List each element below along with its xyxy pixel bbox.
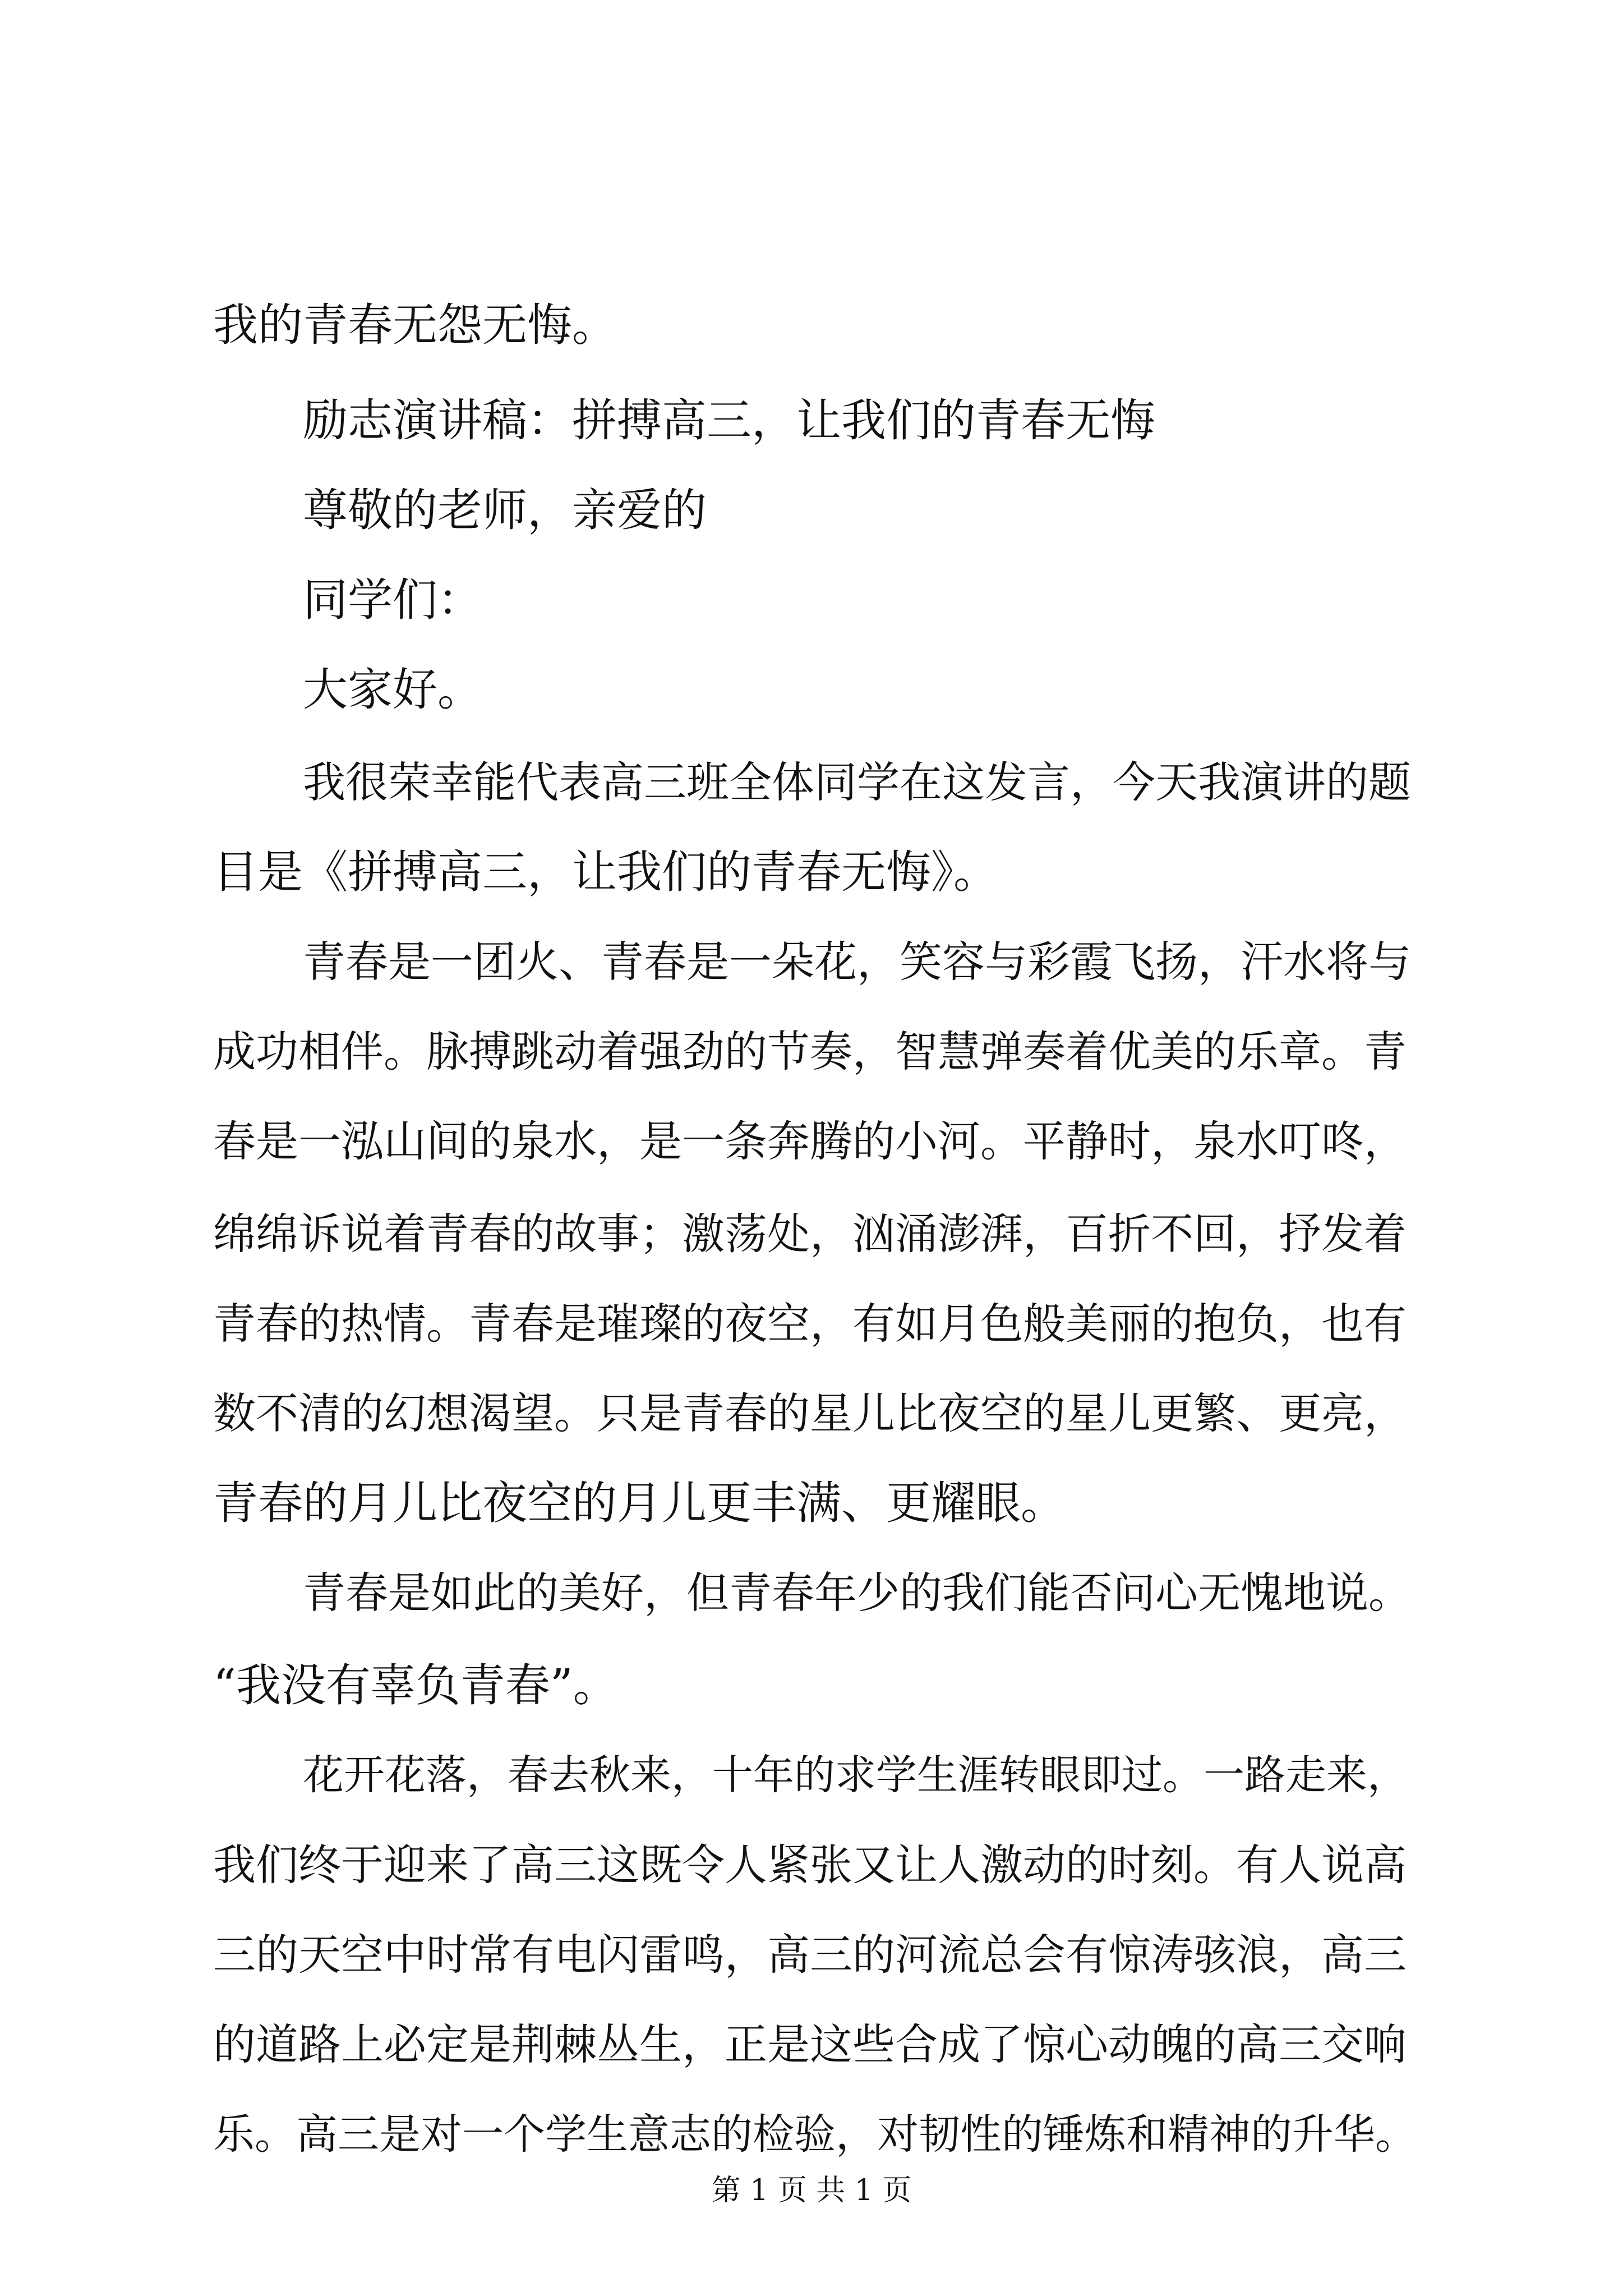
text-line: 青春是如此的美好，但青春年少的我们能否问心无愧地说。 — [303, 1568, 1411, 1618]
text-line: 我很荣幸能代表高三班全体同学在这发言，今天我演讲的题 — [303, 757, 1411, 807]
text-line: 花开花落，春去秋来，十年的求学生涯转眼即过。一路走来， — [303, 1751, 1408, 1799]
text-line: 三的天空中时常有电闪雷鸣，高三的河流总会有惊涛骇浪，高三 — [213, 1930, 1407, 1980]
text-line: “我没有辜负青春”。 — [213, 1659, 618, 1711]
text-line: 目是《拼搏高三，让我们的青春无悔》。 — [213, 846, 998, 898]
text-line: 大家好。 — [303, 664, 482, 716]
text-line: 乐。高三是对一个学生意志的检验，对韧性的锤炼和精神的升华。 — [213, 2110, 1417, 2159]
text-line: 我们终于迎来了高三这既令人紧张又让人激动的时刻。有人说高 — [213, 1840, 1407, 1890]
text-line: 青春的月儿比夜空的月儿更丰满、更耀眼。 — [213, 1477, 1066, 1529]
text-line: 尊敬的老师，亲爱的 — [303, 484, 707, 536]
text-line: 的道路上必定是荆棘丛生，正是这些合成了惊心动魄的高三交响 — [213, 2019, 1407, 2069]
text-line: 绵绵诉说着青春的故事；激荡处，汹涌澎湃，百折不回，抒发着 — [213, 1209, 1407, 1259]
text-line: 青春是一团火、青春是一朵花，笑容与彩霞飞扬，汗水将与 — [303, 937, 1411, 987]
text-line: 春是一泓山间的泉水，是一条奔腾的小河。平静时，泉水叮咚， — [213, 1116, 1407, 1166]
text-line: 成功相伴。脉搏跳动着强劲的节奏，智慧弹奏着优美的乐章。青 — [213, 1027, 1407, 1076]
text-line: 同学们： — [303, 574, 482, 626]
speech-title: 励志演讲稿：拼搏高三，让我们的青春无悔 — [303, 394, 1155, 447]
page-footer: 第 1 页 共 1 页 — [711, 2174, 912, 2207]
text-line: 数不清的幻想渴望。只是青春的星儿比夜空的星儿更繁、更亮， — [213, 1388, 1407, 1438]
text-line: 我的青春无怨无悔。 — [213, 299, 617, 351]
text-line: 青春的热情。青春是璀璨的夜空，有如月色般美丽的抱负，也有 — [213, 1299, 1407, 1349]
